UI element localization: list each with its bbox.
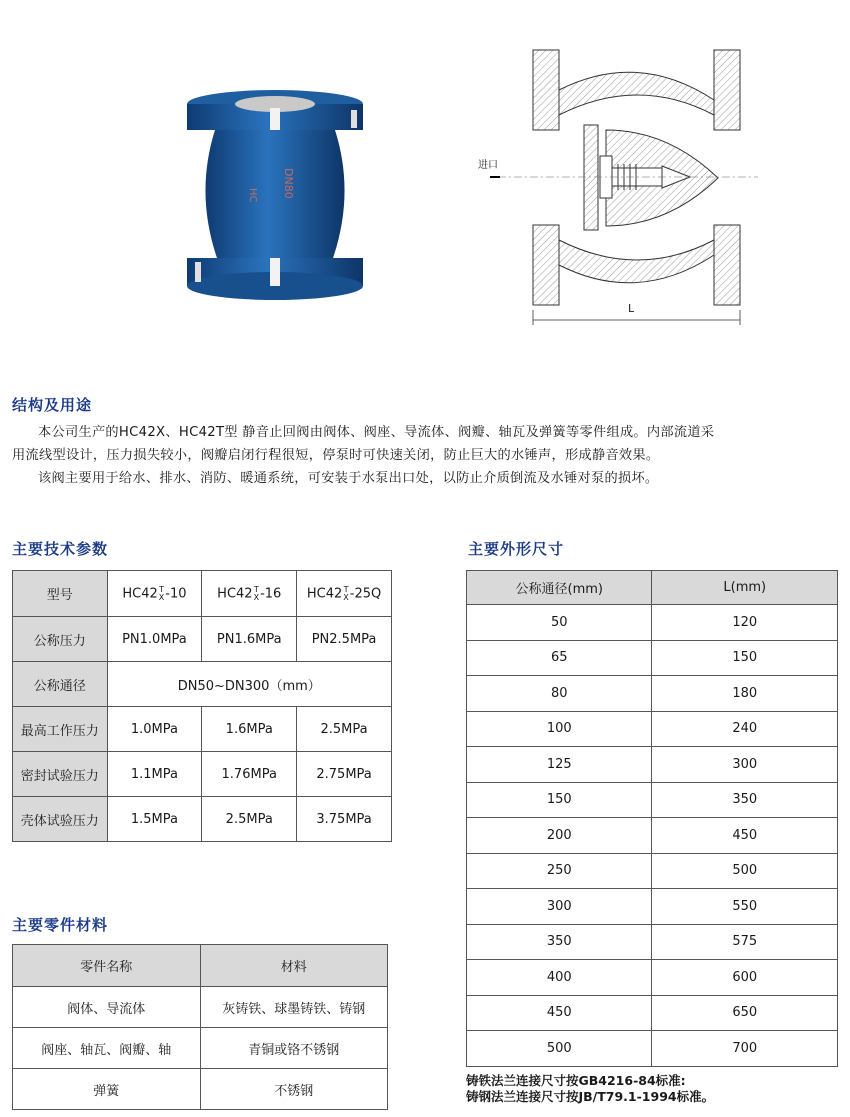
l-cell: 120 — [652, 605, 838, 641]
value-cell: DN50~DN300（mm） — [107, 662, 391, 707]
dims-title: 主要外形尺寸 — [468, 540, 565, 558]
l-cell: 150 — [652, 640, 838, 676]
l-cell: 300 — [652, 747, 838, 783]
material-cell: 不锈钢 — [200, 1069, 388, 1110]
valve-photo — [175, 88, 375, 303]
row-label: 公称压力 — [13, 617, 108, 662]
dn-cell: 350 — [467, 924, 652, 960]
value-cell: 1.1MPa — [107, 752, 202, 797]
dims-table — [466, 570, 838, 1067]
l-cell: 600 — [652, 960, 838, 996]
l-cell: 550 — [652, 889, 838, 925]
intro-line-2: 用流线型设计，压力损失较小，阀瓣启闭行程很短，停泵时可快速关闭，防止巨大的水锤声，形成静音效果。 — [12, 448, 660, 463]
dn-cell: 150 — [467, 782, 652, 818]
model-cell: HC42T X-10 — [107, 571, 202, 617]
header-cell: 零件名称 — [13, 945, 201, 987]
intro-paragraph-1 — [12, 421, 838, 490]
row-label: 壳体试验压力 — [13, 797, 108, 842]
value-cell: 1.76MPa — [202, 752, 297, 797]
valve-section-drawing — [478, 40, 768, 330]
l-cell: 240 — [652, 711, 838, 747]
value-cell: PN2.5MPa — [297, 617, 392, 662]
flange-note-1: 铸铁法兰连接尺寸按GB4216-84标准: — [466, 1073, 686, 1088]
tech-title: 主要技术参数 — [12, 540, 109, 558]
header-cell: 材料 — [200, 945, 388, 987]
dn-cell: 100 — [467, 711, 652, 747]
flange-note-2: 铸钢法兰连接尺寸按JB/T79.1-1994标准。 — [466, 1089, 715, 1104]
dn-cell: 400 — [467, 960, 652, 996]
svg-text:DN80: DN80 — [282, 168, 295, 199]
parts-table — [12, 944, 388, 1110]
value-cell: PN1.6MPa — [202, 617, 297, 662]
part-cell: 阀体、导流体 — [13, 987, 201, 1028]
intro-line-1: 本公司生产的HC42X、HC42T型 静音止回阀由阀体、阀座、导流体、阀瓣、轴瓦及弹簧等零件组成。内部流道采 — [38, 425, 715, 440]
l-cell: 650 — [652, 995, 838, 1031]
l-cell: 180 — [652, 676, 838, 712]
dn-cell: 500 — [467, 1031, 652, 1067]
l-cell: 575 — [652, 924, 838, 960]
dn-cell: 250 — [467, 853, 652, 889]
l-cell: 350 — [652, 782, 838, 818]
part-cell: 阀座、轴瓦、阀瓣、轴 — [13, 1028, 201, 1069]
inlet-label: 进口 — [478, 160, 498, 171]
model-cell: HC42T X-25Q — [297, 571, 392, 617]
material-cell: 青铜或铬不锈钢 — [200, 1028, 388, 1069]
value-cell: 1.5MPa — [107, 797, 202, 842]
dn-cell: 125 — [467, 747, 652, 783]
dn-cell: 200 — [467, 818, 652, 854]
tech-table — [12, 570, 392, 842]
row-label: 密封试验压力 — [13, 752, 108, 797]
dn-cell: 50 — [467, 605, 652, 641]
row-label: 公称通径 — [13, 662, 108, 707]
l-cell: 500 — [652, 853, 838, 889]
value-cell: 3.75MPa — [297, 797, 392, 842]
l-cell: 450 — [652, 818, 838, 854]
value-cell: 1.6MPa — [202, 707, 297, 752]
model-label-cell: 型号 — [13, 571, 108, 617]
value-cell: 2.5MPa — [202, 797, 297, 842]
dn-cell: 65 — [467, 640, 652, 676]
l-cell: 700 — [652, 1031, 838, 1067]
value-cell: PN1.0MPa — [107, 617, 202, 662]
intro-title: 结构及用途 — [12, 396, 93, 414]
svg-text:HC: HC — [247, 188, 258, 203]
header-cell: 公称通径(mm) — [467, 571, 652, 605]
material-cell: 灰铸铁、球墨铸铁、铸钢 — [200, 987, 388, 1028]
header-cell: L(mm) — [652, 571, 838, 605]
length-label: L — [628, 302, 635, 315]
value-cell: 1.0MPa — [107, 707, 202, 752]
value-cell: 2.75MPa — [297, 752, 392, 797]
part-cell: 弹簧 — [13, 1069, 201, 1110]
parts-title: 主要零件材料 — [12, 916, 109, 934]
dn-cell: 450 — [467, 995, 652, 1031]
dn-cell: 80 — [467, 676, 652, 712]
value-cell: 2.5MPa — [297, 707, 392, 752]
row-label: 最高工作压力 — [13, 707, 108, 752]
dn-cell: 300 — [467, 889, 652, 925]
model-cell: HC42T X-16 — [202, 571, 297, 617]
intro-line-3: 该阀主要用于给水、排水、消防、暖通系统，可安装于水泵出口处，以防止介质倒流及水锤对泵的损坏。 — [38, 471, 659, 486]
